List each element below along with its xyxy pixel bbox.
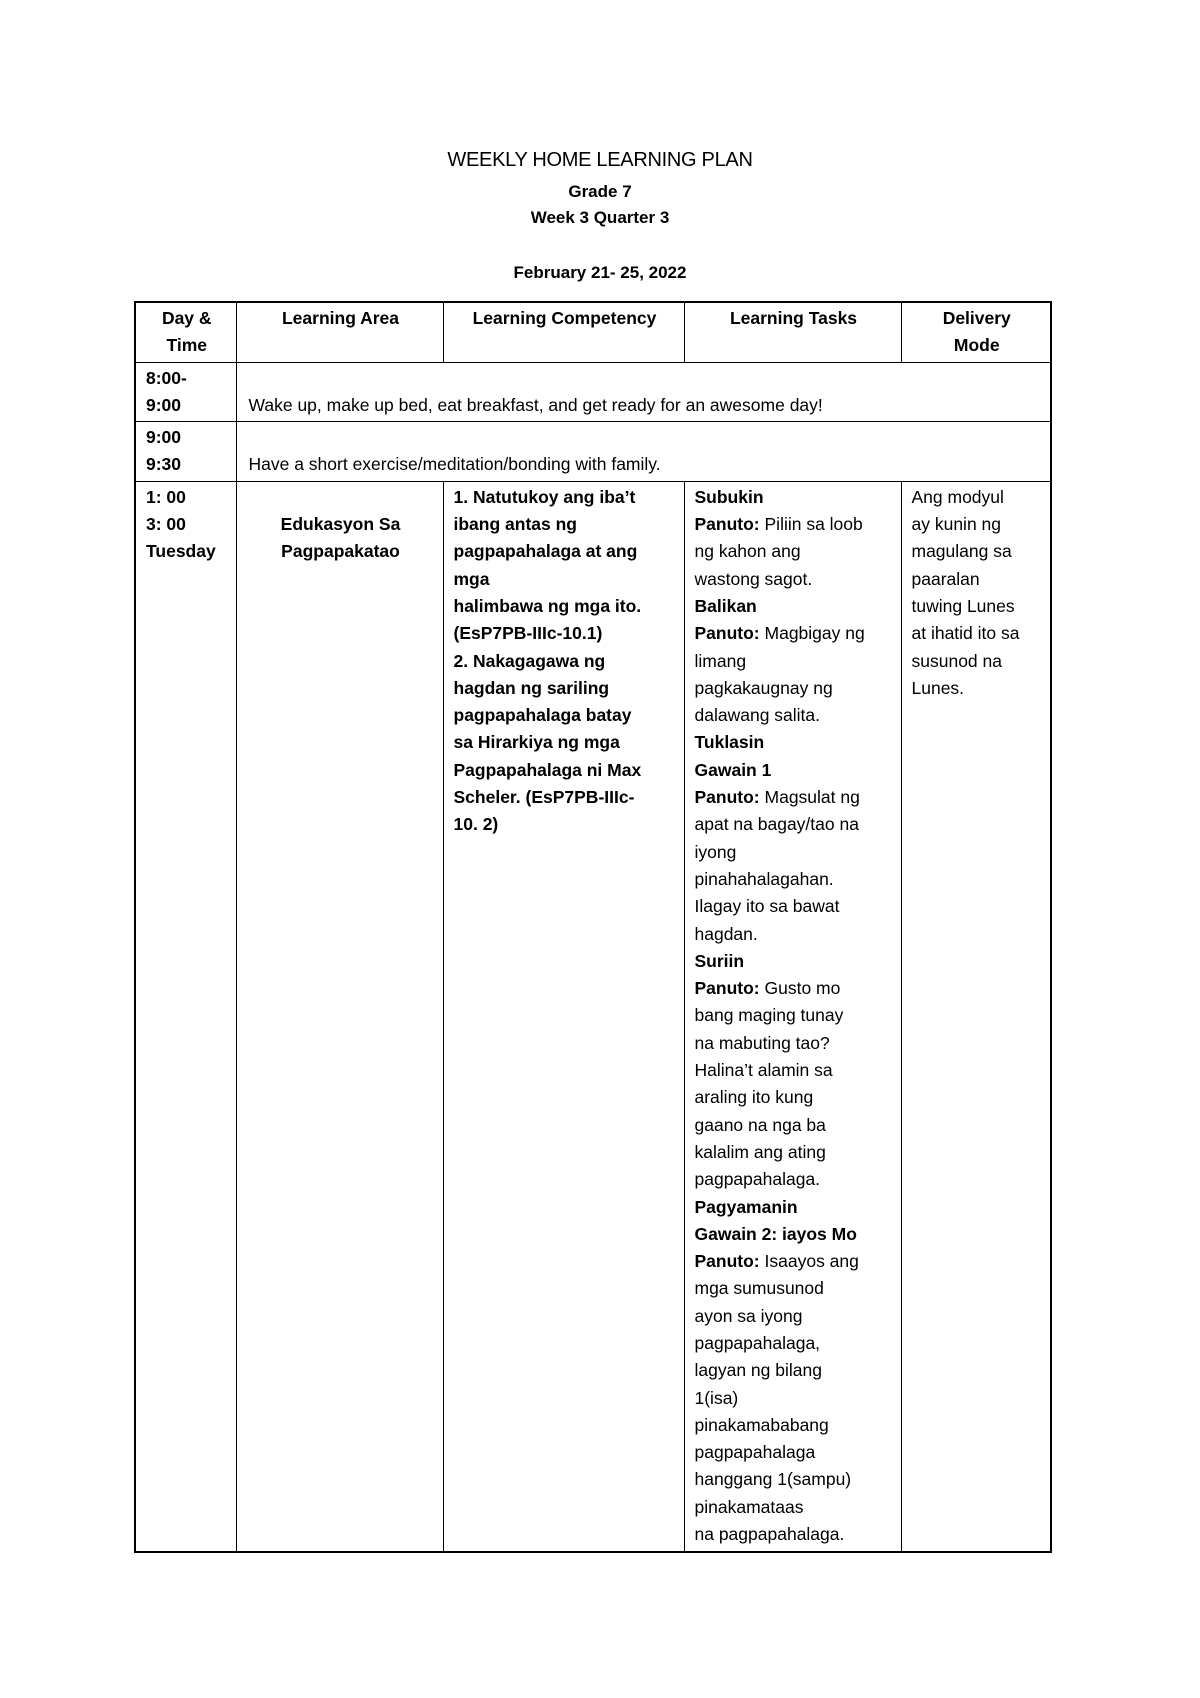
routine-text: Have a short exercise/meditation/bonding with family. [236,422,1051,482]
date-range-label: February 21- 25, 2022 [513,263,687,282]
grade-label: Grade 7 [568,182,632,201]
table-header-row [135,302,1051,362]
task-heading: Suriin [694,950,745,971]
task-label: Panuto: [694,978,760,999]
table-row [135,422,1051,482]
task-item [695,1194,893,1549]
learning-plan-table [134,301,1052,1553]
time-cell: 1: 00 3: 00 Tuesday [135,481,236,1552]
delivery-mode-cell: Ang modyul ay kunin ng magulang sa paaralan tuwing Lunes at ihatid ito sa susunod na Lunes. [901,481,1051,1552]
task-label: Panuto: [694,787,760,808]
task-heading: Subukin [694,486,764,507]
task-text: Isaayos ang mga sumusunod ayon sa iyong pagpapahalaga, lagyan ng bilang 1(isa) pinakamababang pagpapahalaga hanggang 1(sampu) pinakamataas na pagpapahalaga. [694,1251,859,1545]
header-learning-area: Learning Area [236,302,443,362]
header-learning-tasks: Learning Tasks [684,302,901,362]
time-cell: 9:00 9:30 [135,422,236,482]
task-item [695,948,893,1194]
table-row [135,481,1051,1552]
task-item [695,729,893,947]
table-row [135,362,1051,422]
task-item [695,593,893,729]
week-quarter-label: Week 3 Quarter 3 [530,208,670,227]
header-delivery-mode: Delivery Mode [901,302,1051,362]
time-cell: 8:00- 9:00 [135,362,236,422]
learning-area-cell: Edukasyon Sa Pagpapakatao [236,481,443,1552]
document-title: WEEKLY HOME LEARNING PLAN [447,149,753,171]
header-day-time: Day & Time [135,302,236,362]
task-label: Panuto: [694,514,760,535]
task-heading: Pagyamanin Gawain 2: iayos Mo [694,1196,857,1244]
task-item [695,484,893,593]
learning-tasks-cell [684,481,901,1552]
task-heading: Balikan [694,595,757,616]
task-text: Piliin sa loob ng kahon ang wastong sagot. [694,514,863,589]
routine-text: Wake up, make up bed, eat breakfast, and get ready for an awesome day! [236,362,1051,422]
task-label: Panuto: [694,1251,760,1272]
task-text: Magbigay ng limang pagkakaugnay ng dalawang salita. [694,623,865,726]
task-text: Magsulat ng apat na bagay/tao na iyong pinahahalagahan. Ilagay ito sa bawat hagdan. [694,787,860,944]
competency-cell: 1. Natutukoy ang iba’t ibang antas ng pagpapahalaga at ang mga halimbawa ng mga ito. (EsP7PB-IIIc-10.1) 2. Nakagagawa ng hagdan ng sariling pagpapahalaga batay sa Hirarkiya ng mga Pagpapahalaga ni Max Scheler. (EsP7PB-IIIc- 10. 2) [443,481,684,1552]
task-heading: Tuklasin Gawain 1 [694,732,772,780]
header-learning-competency: Learning Competency [443,302,684,362]
task-text: Gusto mo bang maging tunay na mabuting tao? Halina’t alamin sa araling ito kung gaano na nga ba kalalim ang ating pagpapahalaga. [694,978,844,1190]
task-label: Panuto: [694,623,760,644]
